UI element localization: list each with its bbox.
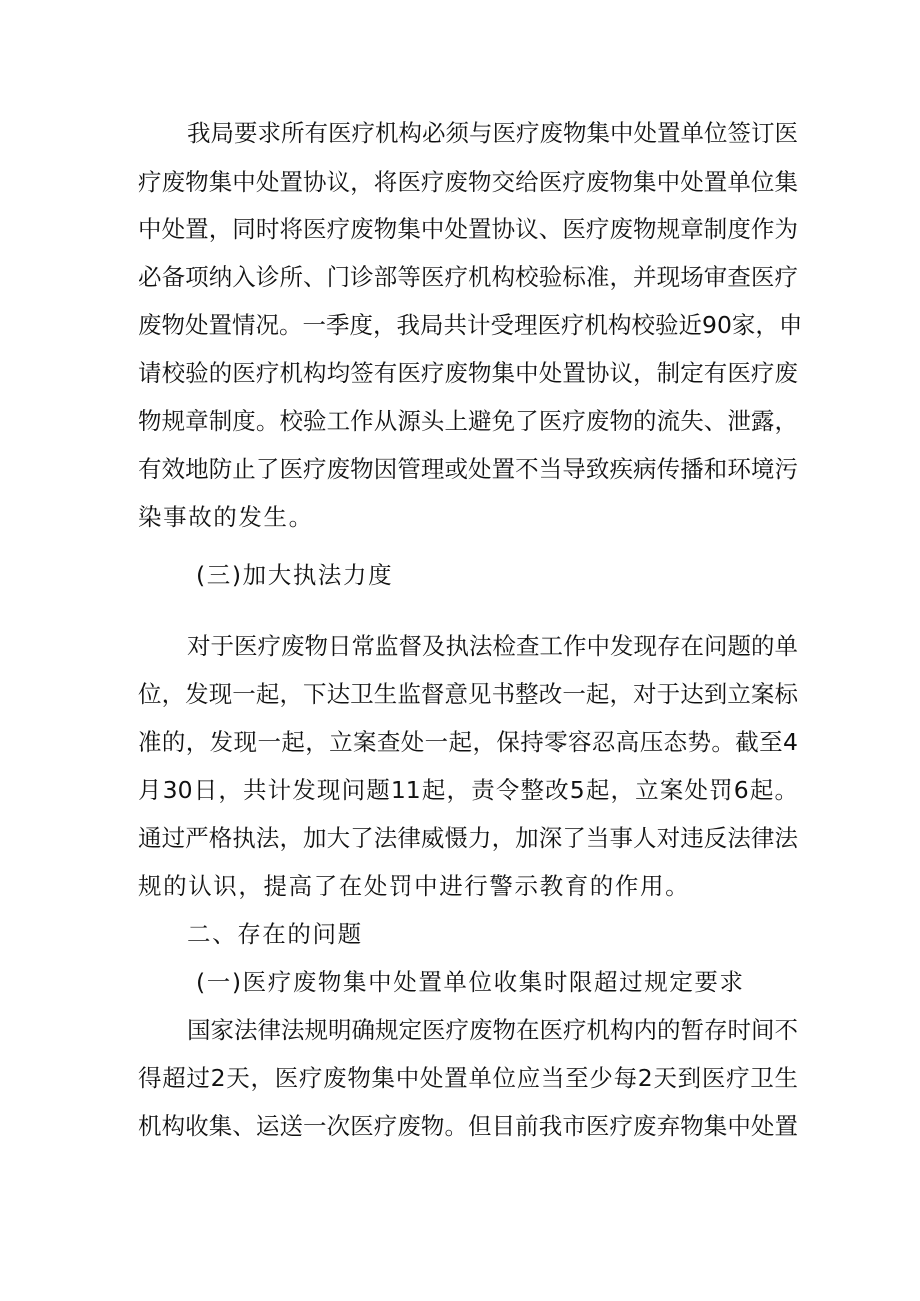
text-line: 必备项纳入诊所、门诊部等医疗机构校验标准，并现场审查医疗 [138,263,798,291]
text-line: 得超过2天，医疗废物集中处置单位应当至少每2天到医疗卫生 [138,1064,798,1092]
text-line: 请校验的医疗机构均签有医疗废物集中处置协议，制定有医疗废 [138,359,798,387]
text-line: 月30日，共计发现问题11起，责令整改5起，立案处罚6起。 [138,776,798,804]
text-line: 规的认识，提高了在处罚中进行警示教育的作用。 [138,872,691,900]
text-line: 国家法律法规明确规定医疗废物在医疗机构内的暂存时间不 [187,1016,798,1044]
text-line: 染事故的发生。 [138,503,314,531]
section-heading: (三)加大执法力度 [196,561,394,589]
text-line: 我局要求所有医疗机构必须与医疗废物集中处置单位签订医 [187,119,798,147]
text-line: 准的，发现一起，立案查处一起，保持零容忍高压态势。截至4 [138,728,798,756]
text-line: 对于医疗废物日常监督及执法检查工作中发现存在问题的单 [187,632,798,660]
subsection-heading: (一)医疗废物集中处置单位收集时限超过规定要求 [196,968,745,996]
text-line: 疗废物集中处置协议，将医疗废物交给医疗废物集中处置单位集 [138,168,798,196]
text-line: 物规章制度。校验工作从源头上避免了医疗废物的流失、泄露， [138,407,798,435]
text-line: 位，发现一起，下达卫生监督意见书整改一起，对于达到立案标 [138,680,798,708]
text-line: 有效地防止了医疗废物因管理或处置不当导致疾病传播和环境污 [138,455,798,483]
text-line: 机构收集、运送一次医疗废物。但目前我市医疗废弃物集中处置 [138,1112,798,1140]
section-heading: 二、存在的问题 [187,920,363,948]
text-line: 废物处置情况。一季度，我局共计受理医疗机构校验近90家，申 [138,311,803,339]
text-line: 通过严格执法，加大了法律威慑力，加深了当事人对违反法律法 [138,824,798,852]
text-line: 中处置，同时将医疗废物集中处置协议、医疗废物规章制度作为 [138,215,798,243]
